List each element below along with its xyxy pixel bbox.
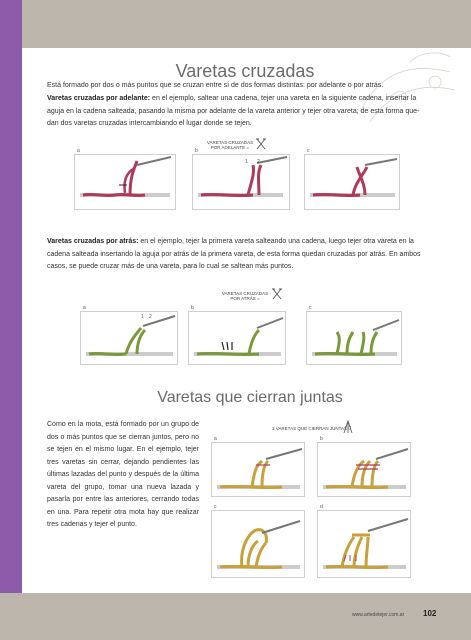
illustration-panel-c [304,148,400,210]
panel-label: b [320,436,323,442]
adelante-label: Varetas cruzadas por adelante: [47,95,151,102]
step-number: 1 [141,314,144,320]
crochet-gold-diagram [318,511,410,577]
caption-cierran-juntas: 3 VARETAS QUE CIERRAN JUNTAS = [272,426,351,431]
side-bar [0,0,22,640]
adelante-paragraph [47,93,427,131]
crochet-pink-diagram [193,155,289,209]
panel-label: c [309,305,312,311]
panel-label: a [77,148,80,154]
illustration-panel-d [317,504,411,578]
atras-label: Varetas cruzadas por atrás: [47,238,139,245]
top-band [0,0,471,48]
crochet-pink-diagram [305,155,399,209]
panel-label: c [307,148,310,154]
crochet-gold-diagram [318,443,410,496]
crochet-gold-diagram [212,511,304,577]
atras-text: en el ejemplo, tejer la primera vareta salteando una cadena, luego tejer otra vareta en la cadena salteada insertando la aguja por atrás de la primera vareta, de esta forma quedan cruzadas por atrás. En ambos casos, se puede cruzar más de una vareta, para lo cual se saltean más puntos. [47,238,421,270]
crossed-stitch-symbol-icon [271,288,283,300]
panel-label: b [195,148,198,154]
caption-adelante: VARETAS CRUZADAS POR ADELANTE = [206,140,254,150]
caption-atras: VARETAS CRUZADAS POR ATRÁS = [221,291,269,301]
crochet-green-diagram [81,312,177,364]
cierran-paragraph: Como en la mota, está formado por un grupo de dos o más puntos que se cierran juntos, pero no se tejen en el mismo lugar. En el ejemplo, tejer tres varetas sin cerrar, dejando pendientes las últimas lazadas del punto y después de la última vareta del grupo, tomar una nueva lazada y pasarla por entre las anteriores, cerrando todas en una. Para repetir otra mota hay que realizar tres cadenas y tejer el punto. [47,421,199,528]
section-title-varetas-cruzadas: Varetas cruzadas [175,61,315,81]
step-number: 2 [257,159,260,165]
illustration-panel-c [306,305,402,365]
adelante-text: en el ejemplo, saltear una cadena, tejer una vareta en la siguiente cadena, insertar la aguja en la cadena salteada, pasando la misma por adelante de la vareta anterior y tejer otra vareta; de esta forma que-dan dos varetas cruzadas intercambiando el lugar donde se tejen. [47,95,420,127]
illustration-panel-c [211,504,305,578]
page-number: 102 [423,609,437,618]
illustration-panel-b [192,148,290,210]
illustration-panel-a [80,305,178,365]
step-number: 1 [245,159,248,165]
crochet-green-diagram [307,312,401,364]
panel-label: c [214,504,217,510]
step-number: 2 [149,314,152,320]
intro-paragraph: Está formado por dos o más puntos que se cruzan entre sí de dos formas distintas: por adelante o por atrás. [47,82,384,89]
footer-url[interactable]: www.artedetejer.com.ar [352,612,405,618]
illustration-panel-b [317,436,411,497]
panel-label: b [191,305,194,311]
crossed-stitch-symbol-icon [255,138,267,150]
panel-label: a [83,305,86,311]
panel-label: a [214,436,217,442]
crochet-gold-diagram [212,443,304,496]
panel-label: d [320,504,323,510]
crochet-pink-diagram [75,155,175,209]
illustration-panel-b [188,305,286,365]
section-title-varetas-que-cierran: Varetas que cierran juntas [157,389,343,406]
illustration-panel-a [74,148,176,210]
crochet-green-diagram [189,312,285,364]
cluster-stitch-symbol-icon [343,420,353,434]
illustration-panel-a [211,436,305,497]
atras-paragraph [47,236,427,274]
